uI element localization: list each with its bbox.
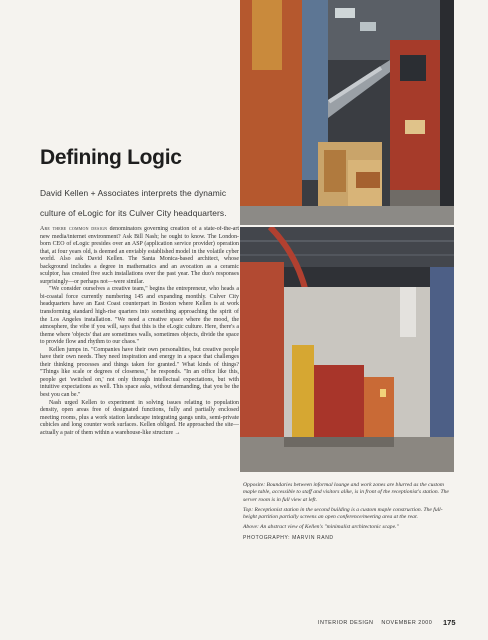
- article-deck: David Kellen + Associates interprets the dynamic culture of eLogic for its Culver City headquarters.: [40, 188, 227, 218]
- paragraph-text: denominators governing creation of a state-of-the-art new media/internet environment? Ask Bill Nash; he ought to know. The London-born CEO of eLogic presides over an ASP (application service provider) operation that, at four years old, is deemed an enviably established model in the volatile cyber world. Also ask David Kellen. The Santa Monica-based architect, whose background includes a degree in mathematics and an avocation as a ceramic sculptor, has created five such installations over the past year. The duo's responses surprisingly—or perhaps not—were similar.: [40, 226, 239, 285]
- photo-reception-atrium-image: [240, 0, 454, 225]
- photo-abstract-view-image: [240, 227, 454, 472]
- photo-credit: PHOTOGRAPHY: MARVIN RAND: [243, 534, 334, 541]
- body-paragraph: [40, 226, 239, 286]
- article-body: [40, 226, 239, 626]
- caption-opposite: Opposite: Boundaries between informal lounge and work zones are blurred as the custom maple table, accessible to staff and visitors alike, is in front of the receptionist's station. The server room is in full view at left.: [243, 482, 449, 503]
- body-paragraph: Kellen jumps in. "Companies have their own personalities, but creative people have their own needs. They need inspiration and energy in a space that challenges their thinking processes and things taken for granted." What kinds of things? "Things like scale or degrees of closeness," he responds. "In an office like this, people get 'switched on,' not only through intellectual expectations, but with intuitive expectations as well. This space asks, without demanding, that you be the best you can be.": [40, 346, 239, 399]
- magazine-name: INTERIOR DESIGN: [318, 620, 374, 626]
- body-paragraph: "We consider ourselves a creative team," begins the entrepreneur, who heads a bi-coastal force currently numbering 145 and expanding monthly. Culver City headquarters have an East Coast counterpart in Boston where Kellen is at work transforming standard high-rise quarters into something approaching the spirit of the Los Angeles installation. "We need a creative space where the mood, the atmosphere, the vibe if you will, says that this is the eLogic culture. Here, there's a theme where 'objects' that are sometimes walls, sometimes objects, divide the space to provide flow and rhythm to our chaos.": [40, 286, 239, 346]
- article-title: Defining Logic: [40, 146, 182, 169]
- body-paragraph: Nash urged Kellen to experiment in solving issues relating to population density, open areas free of designated functions, fully and partially enclosed meeting rooms, plus a work station landscape integrating gangs units, semi-private cubicles and long counter work surfaces. Kellen obliged. He approached the site—actually a pair of them within a warehouse-like structure →: [40, 399, 239, 436]
- page-number: 175: [443, 618, 456, 627]
- page-footer: [318, 620, 458, 626]
- caption-top: Top: Receptionist station in the second building is a custom maple construction. The full-height partition partially screens an open conference/meeting area at the rear.: [243, 506, 443, 521]
- photo-reception-atrium: [240, 0, 454, 225]
- caption-above: Above: An abstract view of Kellen's "minimalist architectonic scape.": [243, 524, 399, 531]
- lead-in-caps: Are there common design: [40, 226, 108, 232]
- issue-date: NOVEMBER 2000: [381, 620, 433, 626]
- photo-captions: [243, 482, 451, 545]
- photo-abstract-view: [240, 227, 454, 472]
